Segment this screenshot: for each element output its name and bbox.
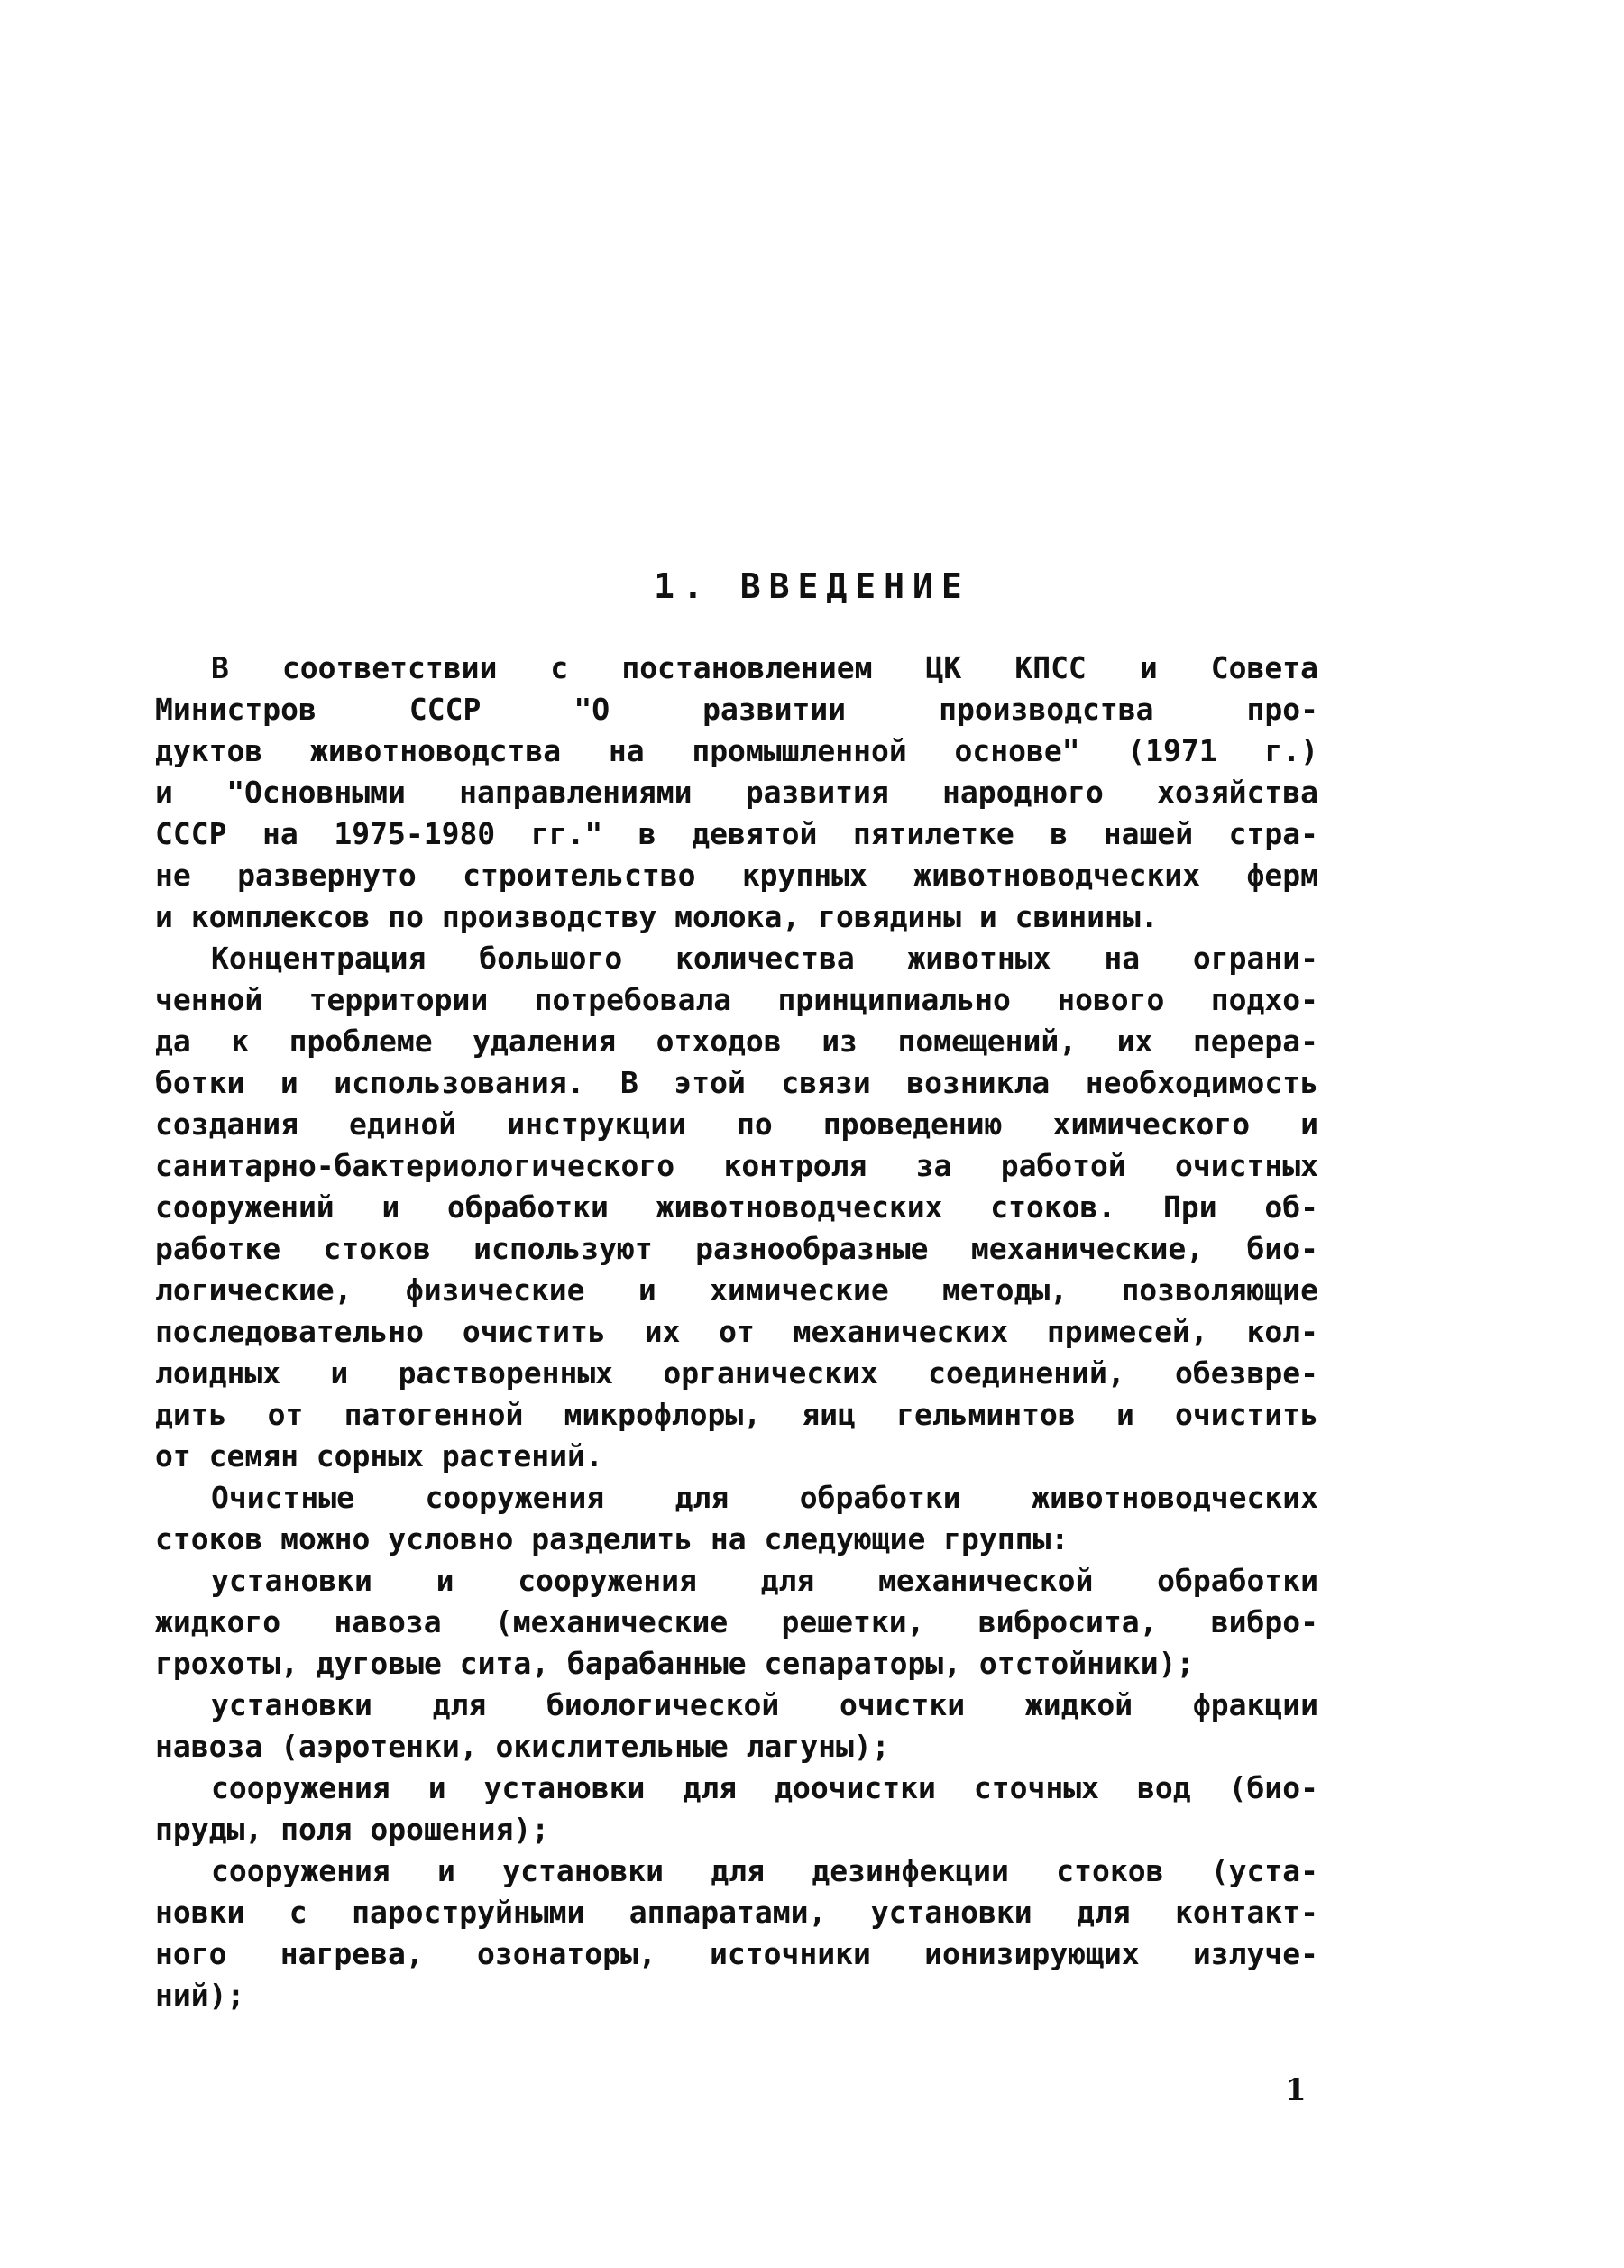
text-line: сооружений и обработки животноводческих стоков. При об- — [155, 1189, 1318, 1225]
text-line: сооружения и установки для дезинфекции стоков (уста- — [211, 1853, 1318, 1888]
text-line: и "Основными направлениями развития народного хозяйства — [155, 775, 1318, 810]
text-line: последовательно очистить их от механических примесей, кол- — [155, 1314, 1318, 1349]
text-line: сооружения и установки для доочистки сточных вод (био- — [211, 1770, 1318, 1805]
text-line: Концентрация большого количества животных на ограни- — [211, 941, 1318, 976]
text-line: ний); — [155, 1978, 245, 2013]
text-line: навоза (аэротенки, окислительные лагуны); — [155, 1729, 890, 1764]
text-line: грохоты, дуговые сита, барабанные сепараторы, отстойники); — [155, 1646, 1195, 1681]
text-line: логические, физические и химические методы, позволяющие — [155, 1272, 1318, 1308]
text-line: ного нагрева, озонаторы, источники ионизирующих излуче- — [155, 1936, 1318, 1971]
text-line: дить от патогенной микрофлоры, яиц гельминтов и очистить — [155, 1397, 1318, 1432]
text-line: ботки и использования. В этой связи возникла необходимость — [155, 1065, 1318, 1100]
text-line: не развернуто строительство крупных животноводческих ферм — [155, 858, 1318, 893]
page-number: 1 — [1285, 2072, 1307, 2108]
text-line: работке стоков используют разнообразные механические, био- — [155, 1231, 1318, 1266]
body-text — [155, 647, 1318, 2016]
text-line: да к проблеме удаления отходов из помещений, их перера- — [155, 1024, 1318, 1059]
text-line: СССР на 1975-1980 гг." в девятой пятилетке в нашей стра- — [155, 816, 1318, 851]
text-line: В соответствии с постановлением ЦК КПСС и Совета — [211, 650, 1318, 685]
text-line: от семян сорных растений. — [155, 1438, 603, 1474]
text-line: Очистные сооружения для обработки животноводческих — [211, 1480, 1318, 1515]
text-line: лоидных и растворенных органических соединений, обезвре- — [155, 1355, 1318, 1391]
text-line: установки и сооружения для механической обработки — [211, 1563, 1318, 1598]
text-line: новки с пароструйными аппаратами, установки для контакт- — [155, 1895, 1318, 1930]
text-line: установки для биологической очистки жидкой фракции — [211, 1687, 1318, 1722]
text-line: санитарно-бактериологического контроля за работой очистных — [155, 1148, 1318, 1183]
text-line: жидкого навоза (механические решетки, вибросита, вибро- — [155, 1604, 1318, 1639]
text-line: пруды, поля орошения); — [155, 1812, 550, 1847]
text-line: стоков можно условно разделить на следующие группы: — [155, 1521, 1069, 1556]
text-line: ченной территории потребовала принципиально нового подхо- — [155, 982, 1318, 1017]
text-line: и комплексов по производству молока, говядины и свинины. — [155, 899, 1159, 934]
section-heading: 1. ВВЕДЕНИЕ — [654, 566, 970, 606]
text-line: дуктов животноводства на промышленной основе" (1971 г.) — [155, 733, 1318, 768]
text-line: создания единой инструкции по проведению химического и — [155, 1106, 1318, 1142]
text-line: Министров СССР "О развитии производства про- — [155, 692, 1318, 727]
